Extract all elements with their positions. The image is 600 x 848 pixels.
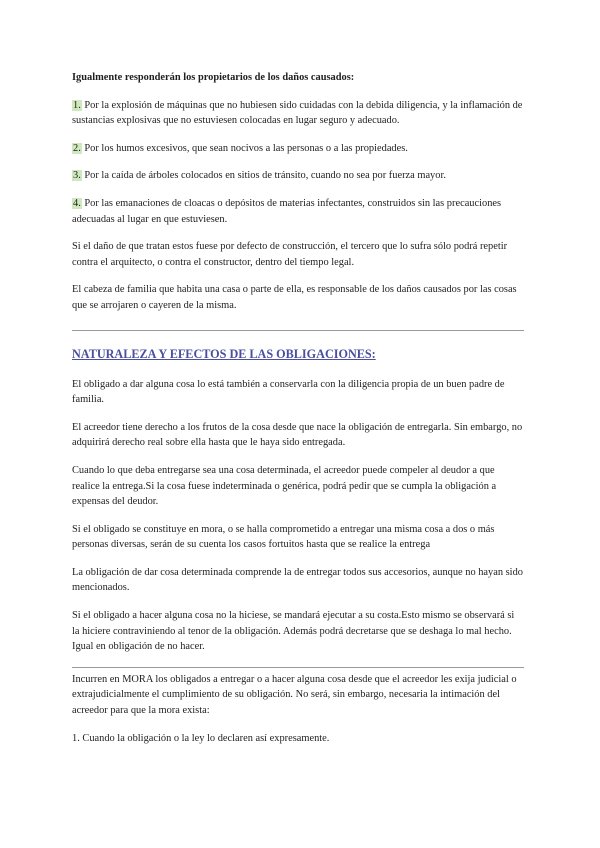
paragraph: Cuando lo que deba entregarse sea una cosa determinada, el acreedor puede compeler al deudor a que realice la entrega.Si la cosa fuese indeterminada o genérica, podrá pedir que se cumpla la obligación a expensas del deudor. bbox=[72, 464, 497, 508]
item-number: 2. bbox=[73, 142, 81, 154]
list-item bbox=[72, 196, 524, 227]
list-item bbox=[72, 141, 524, 157]
section-heading: NATURALEZA Y EFECTOS DE LAS OBLIGACIONES: bbox=[72, 346, 376, 361]
paragraph: Si el daño de que tratan estos fuese por defecto de construcción, el tercero que lo sufra sólo podrá repetir contra el arquitecto, o contra el constructor, dentro del tiempo legal. bbox=[72, 241, 508, 268]
paragraph: Incurren en MORA los obligados a entregar o a hacer alguna cosa desde que el acreedor les exija judicial o extrajudicialmente el cumplimiento de su obligación. No será, sin embargo, necesaria la intimación del acreedor para que la mora exista: bbox=[72, 673, 517, 717]
item-number: 4. bbox=[73, 197, 81, 209]
list-item bbox=[72, 168, 524, 184]
document-body bbox=[72, 70, 524, 758]
paragraph: La obligación de dar cosa determinada comprende la de entregar todos sus accesorios, aunque no hayan sido mencionados. bbox=[72, 566, 523, 594]
item-text: Por la explosión de máquinas que no hubiesen sido cuidadas con la debida diligencia, y la inflamación de sustancias explosivas que no estuviesen colocadas en lugar seguro y adecuado. bbox=[72, 99, 523, 127]
paragraph: Si el obligado se constituye en mora, o se halla comprometido a entregar una misma cosa a dos o más personas diversas, serán de su cuenta los casos fortuitos hasta que se realice la entrega bbox=[72, 523, 495, 551]
divider bbox=[72, 330, 524, 331]
item-text: Por la caída de árboles colocados en sitios de tránsito, cuando no sea por fuerza mayor. bbox=[81, 170, 446, 182]
item-number: 1. bbox=[73, 99, 81, 111]
intro-heading: Igualmente responderán los propietarios de los daños causados: bbox=[72, 72, 355, 83]
item-number: 3. bbox=[73, 170, 81, 182]
item-text: Por las emanaciones de cloacas o depósitos de materias infectantes, construidos sin las precauciones adecuadas al lugar en que estuviesen. bbox=[72, 197, 502, 225]
divider bbox=[72, 667, 524, 668]
list-item bbox=[72, 98, 524, 129]
paragraph: El cabeza de familia que habita una casa o parte de ella, es responsable de los daños causados por las cosas que se arrojaren o cayeren de la misma. bbox=[72, 284, 517, 311]
item-text: Por los humos excesivos, que sean nocivos a las personas o a las propiedades. bbox=[81, 142, 408, 154]
paragraph: El acreedor tiene derecho a los frutos de la cosa desde que nace la obligación de entregarla. Sin embargo, no adquirirá derecho real sobre ella hasta que le haya sido entregada. bbox=[72, 421, 523, 449]
paragraph: Si el obligado a hacer alguna cosa no la hiciese, se mandará ejecutar a su costa.Esto mismo se observará si la hiciere contraviniendo al tenor de la obligación. Además podrá decretarse que se deshaga lo mal hecho. Igual en obligación de no hacer. bbox=[72, 610, 515, 653]
list-item: 1. Cuando la obligación o la ley lo declaren así expresamente. bbox=[72, 732, 330, 744]
paragraph: El obligado a dar alguna cosa lo está también a conservarla con la diligencia propia de un buen padre de familia. bbox=[72, 378, 505, 406]
